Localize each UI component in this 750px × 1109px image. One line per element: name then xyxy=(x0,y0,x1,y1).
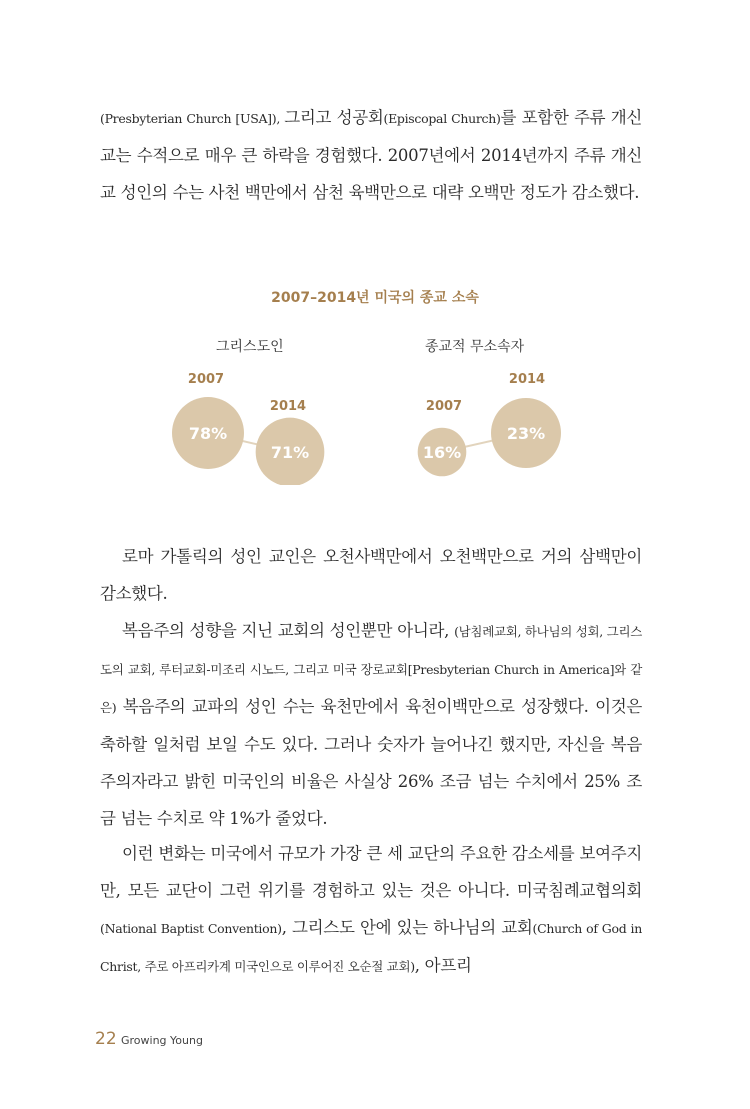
paragraph-4 xyxy=(100,835,642,985)
value-label-1-2014: 23% xyxy=(506,424,546,443)
year-label-0-2007: 2007 xyxy=(187,372,225,387)
value-label-0-2007: 78% xyxy=(188,424,228,443)
running-footer-title: Growing Young xyxy=(121,1034,203,1047)
year-label-1-2007: 2007 xyxy=(425,399,463,414)
value-label-1-2007: 16% xyxy=(422,443,462,462)
paragraph-1-part-b: 그리고 성공회 xyxy=(284,108,384,127)
paragraph-4-part-a: 이런 변화는 미국에서 규모가 가장 큰 세 교단의 주요한 감소세를 보여주지만, 모든 교단이 그런 위기를 경험하고 있는 것은 아니다. 미국침례교협의회 xyxy=(100,844,642,900)
paragraph-1-part-a: (Presbyterian Church [USA]), xyxy=(100,111,285,126)
page-number: 22 xyxy=(95,1029,117,1049)
paragraph-3-part-a: 복음주의 성향을 지닌 교회의 성인뿐만 아니라, xyxy=(122,621,455,640)
paragraph-4-part-d: (Church of God in Christ, 주로 아프리카계 미국인으로 이루어진 오순절 교회) xyxy=(100,921,642,974)
chart-figure xyxy=(0,355,750,485)
paragraph-2 xyxy=(100,538,642,612)
year-label-0-2014: 2014 xyxy=(269,399,307,414)
value-label-0-2014: 71% xyxy=(270,443,310,462)
paragraph-4-part-c: , 그리스도 안에 있는 하나님의 교회 xyxy=(281,918,533,937)
paragraph-4-part-b: (National Baptist Convention) xyxy=(100,921,282,936)
paragraph-3 xyxy=(100,612,642,837)
paragraph-2-text: 로마 가톨릭의 성인 교인은 오천사백만에서 오천백만으로 거의 삼백만이 감소했다. xyxy=(100,547,642,603)
paragraph-3-part-c: 복음주의 교파의 성인 수는 육천만에서 육천이백만으로 성장했다. 이것은 축하할 일처럼 보일 수도 있다. 그러나 숫자가 늘어나긴 했지만, 자신을 복음주의자라고 밝힌 미국인의 비율은 사실상 26% 조금 넘는 수치에서 25% 조금 넘는 수치로 약 1%가 줄었다. xyxy=(100,697,642,828)
paragraph-1 xyxy=(100,99,642,211)
paragraph-4-part-e: , 아프리 xyxy=(414,956,472,975)
chart-title: 2007–2014년 미국의 종교 소속 xyxy=(271,290,479,306)
chart-group-label-christian: 그리스도인 xyxy=(216,339,284,355)
paragraph-1-part-c: (Episcopal Church) xyxy=(383,111,501,126)
paragraph-1-part-d: 를 포함한 주류 개신교는 수적으로 매우 큰 하락을 경험했다. 2007년에서 2014년까지 주류 개신교 성인의 수는 사천 백만에서 삼천 육백만으로 대략 오백만 정도가 감소했다. xyxy=(100,108,643,202)
paragraph-3-part-b: (남침례교회, 하나님의 성회, 그리스도의 교회, 루터교회-미조리 시노드, 그리고 미국 장로교회[Presbyterian Church in America]와 같은) xyxy=(100,624,643,715)
chart-group-label-unaffiliated: 종교적 무소속자 xyxy=(425,339,525,355)
year-label-1-2014: 2014 xyxy=(508,372,546,387)
